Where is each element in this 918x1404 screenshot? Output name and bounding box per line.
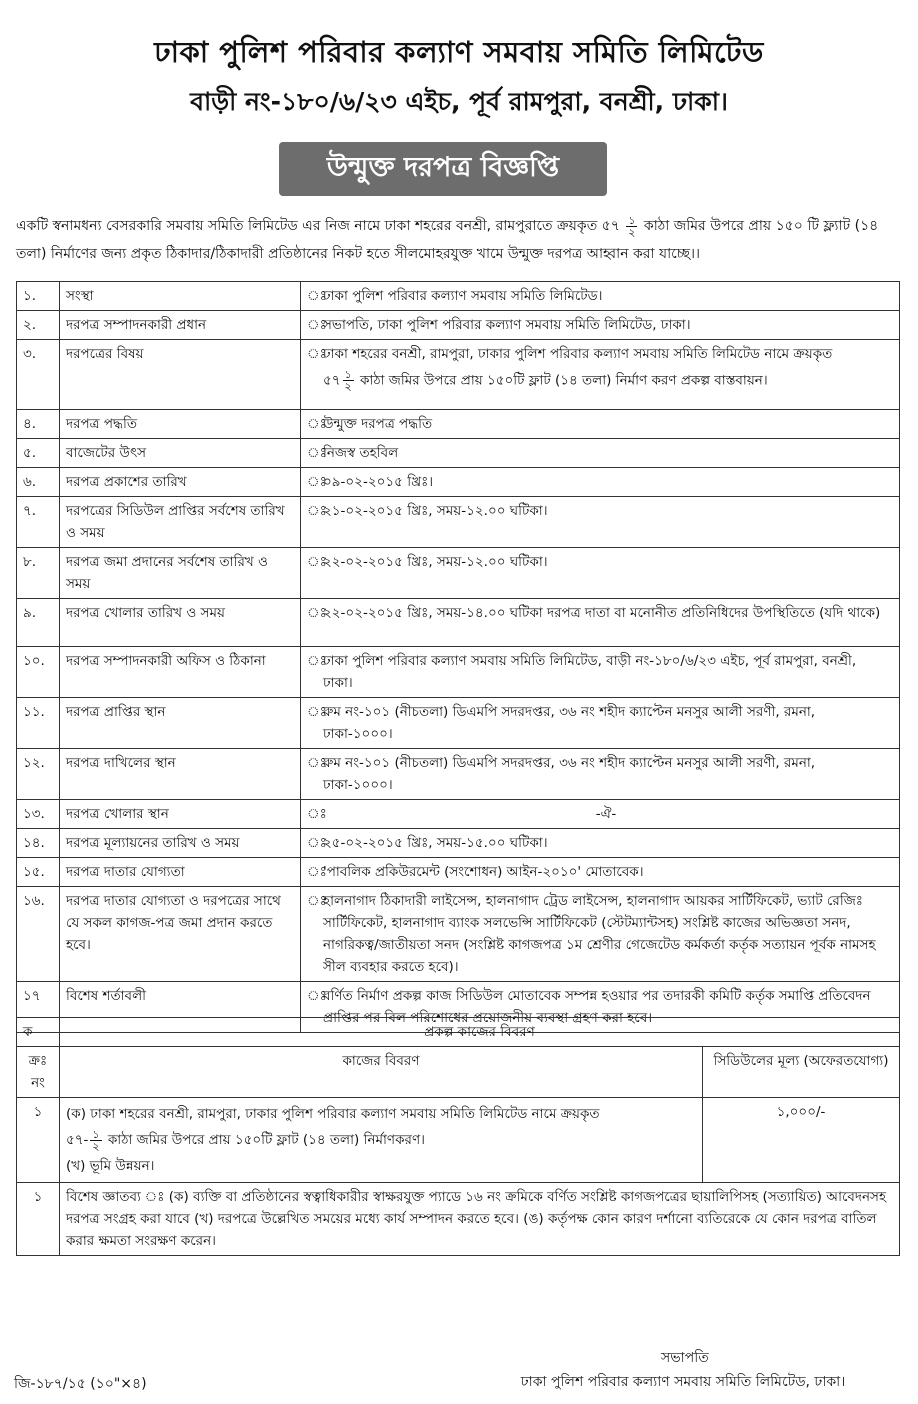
detail-row-number: ১. [17,282,60,311]
detail-row [17,282,900,311]
works-item-desc [60,1098,703,1183]
works-section-row [17,1018,900,1047]
detail-row [17,800,900,829]
detail-row-value-text: নিজস্ব তহবিল [323,445,399,461]
works-note-no: ১ [17,1183,60,1256]
detail-row-number: ৩. [17,340,60,410]
detail-row-value [301,497,900,548]
detail-row-value [301,599,900,647]
detail-row-value-text: ২৫-০২-২০১৫ খ্রিঃ, সময়-১৫.০০ ঘটিকা। [323,835,548,851]
detail-row-value [301,800,900,829]
detail-row-value-text: ০৯-০২-২০১৫ খ্রিঃ। [323,474,434,490]
works-section-title: প্রকল্প কাজের বিবরণ [60,1018,900,1047]
detail-row-value [301,749,900,800]
intro-paragraph [16,212,898,268]
detail-value-pre: ৫৭ [323,372,341,389]
fraction-numerator: ১ [628,213,636,227]
signature-organization: ঢাকা পুলিশ পরিবার কল্যাণ সমবায় সমিতি লিমিটেড, ঢাকা। [520,1374,846,1390]
detail-row-label: দরপত্র সম্পাদনকারী প্রধান [60,311,301,340]
detail-row-colon: ঃ [307,416,327,432]
detail-row-value-text: হালনাগাদ ঠিকাদারী লাইসেন্স, হালনাগাদ ট্রেড লাইসেন্স, হালনাগাদ আয়কর সার্টিফিকেট, ভ্যাট রেজিঃ সার্টিফিকেট, হালনাগাদ ব্যাংক সলভেন্সি সার্টিফিকেট (স্টেটম্যান্টসহ) সংশ্লিষ্ট কাজের অভিজ্ঞতা সনদ, নাগরিকত্ব/জাতীয়তা সনদ (সংশ্লিষ্ট কাগজপত্র ১ম শ্রেণীর গেজেটেড কর্মকর্তা কর্তৃক সত্যায়ন পূর্বক নামসহ সীল ব্যবহার করতে হবে)। [323,893,876,975]
intro-text-start: একটি স্বনামধন্য বেসরকারি সমবায় সমিতি লিমিটেড এর নিজ নামে ঢাকা শহরের বনশ্রী, রামপুরাতে ক্রয়কৃত ৫৭ [16,218,620,234]
detail-row-value-text: রুম নং-১০১ (নীচতলা) ডিএমপি সদরদপ্তর, ৩৬ নং শহীদ ক্যাপ্টেন মনসুর আলী সরণী, রমনা, ঢাকা-১০০০। [323,755,816,793]
works-table [16,1017,900,1256]
organization-address: বাড়ী নং-১৮০/৬/২৩ এইচ, পূর্ব রামপুরা, বনশ্রী, ঢাকা। [190,87,728,116]
detail-row-colon: ঃ [307,988,327,1004]
detail-row-value [301,340,900,410]
detail-row [17,749,900,800]
detail-row-colon: ঃ [307,445,327,461]
works-item-line-3: (খ) ভূমি উন্নয়ন। [66,1158,155,1174]
reference-code: জি-১৮৭/১৫ (১০"×৪) [14,1376,147,1392]
detail-row-value-line-1: ঢাকা শহরের বনশ্রী, রামপুরা, ঢাকার পুলিশ পরিবার কল্যাণ সমবায় সমিতি লিমিটেড নামে ক্রয়কৃত [323,346,833,362]
detail-row [17,858,900,887]
detail-row-value [301,311,900,340]
detail-row-label: বাজেটের উৎস [60,439,301,468]
detail-row-label: দরপত্র মূল্যায়নের তারিখ ও সময় [60,829,301,858]
detail-row-number: ১০. [17,647,60,698]
intro-text-end: কাঠা জমির উপরে প্রায় ১৫০ টি ফ্ল্যাট (১৪ তলা) নির্মাণের জন্য প্রকৃত ঠিকাদার/ঠিকাদারী প্রতিষ্ঠানের নিকট হতে সীলমোহরযুক্ত খামে উন্মুক্ত দরপত্র আহ্বান করা যাচ্ছে।। [16,218,879,262]
detail-row-colon: ঃ [307,605,327,621]
detail-row-number: ১৬. [17,887,60,982]
detail-row [17,468,900,497]
detail-row-value-text: 'পাবলিক প্রকিউরমেন্ট (সংশোধন) আইন-২০১০' মোতাবেক। [323,864,644,880]
detail-row-number: ১৩. [17,800,60,829]
detail-row-value-text: ঢাকা পুলিশ পরিবার কল্যাণ সমবায় সমিতি লিমিটেড, বাড়ী নং-১৮০/৬/২৩ এইচ, পূর্ব রামপুরা, বনশ্রী, ঢাকা। [323,653,857,691]
detail-value-post: কাঠা জমির উপরে প্রায় ১৫০টি ফ্লাট (১৪ তলা) নির্মাণ করণ প্রকল্প বাস্তবায়ন। [359,372,768,389]
detail-row-label: দরপত্র দাতার যোগ্যতা [60,858,301,887]
detail-row-value-text: ঢাকা পুলিশ পরিবার কল্যাণ সমবায় সমিতি লিমিটেড। [323,288,603,304]
works-head-desc: কাজের বিবরণ [60,1047,703,1098]
detail-row-colon: ঃ [307,704,327,720]
detail-row [17,311,900,340]
works-item-line-1: (ক) ঢাকা শহরের বনশ্রী, রামপুরা, ঢাকার পুলিশ পরিবার কল্যাণ সমবায় সমিতি লিমিটেড নামে ক্রয়কৃত [66,1106,600,1122]
detail-row [17,887,900,982]
works-fraction-denominator: ২ [92,1139,100,1153]
works-item-line-2-pre: ৫৭- [66,1132,89,1148]
detail-row-colon: ঃ [307,503,327,519]
detail-row-value [301,858,900,887]
intro-fraction [626,215,637,238]
detail-row [17,829,900,858]
detail-row [17,599,900,647]
detail-row-label: দরপত্র সম্পাদনকারী অফিস ও ঠিকানা [60,647,301,698]
detail-row-value [301,647,900,698]
detail-row-colon: ঃ [307,864,327,880]
detail-row-number: ১৫. [17,858,60,887]
detail-row-value [301,887,900,982]
fraction-denominator: ২ [628,225,636,239]
detail-row-label: দরপত্র দাতার যোগ্যতা ও দরপত্রের সাথে যে সকল কাগজ-পত্র জমা প্রদান করতে হবে। [60,887,301,982]
detail-row [17,439,900,468]
detail-row-number: ৫. [17,439,60,468]
works-item-no: ১ [17,1098,60,1183]
detail-row-colon: ঃ [307,806,327,822]
detail-row-number: ৪. [17,410,60,439]
works-fraction-numerator: ১ [92,1127,100,1141]
detail-row-value-text: ২২-০২-২০১৫ খ্রিঃ, সময়-১৪.০০ ঘটিকা দরপত্র দাতা বা মনোনীত প্রতিনিধিদের উপস্থিতিতে (যদি থাকে) [323,605,881,621]
detail-row-value-text: বর্ণিত নির্মাণ প্রকল্প কাজ সিডিউল মোতাবেক সম্পন্ন হওয়ার পর তদারকী কমিটি কর্তৃক সমাপ্তি প্রতিবেদন প্রাপ্তির পর বিল পরিশোধের প্রয়োজনীয় ব্যবস্থা গ্রহণ করা হবে। [323,988,871,1026]
detail-row-number: ২. [17,311,60,340]
detail-row-label: দরপত্র খোলার স্থান [60,800,301,829]
detail-row-value [301,468,900,497]
works-item-price: ১,০০০/- [703,1098,900,1183]
detail-row-colon: ঃ [307,835,327,851]
works-item-line-2 [66,1127,696,1153]
detail-row-value [301,439,900,468]
detail-row-value-text: ২২-০২-২০১৫ খ্রিঃ, সময়-১২.০০ ঘটিকা। [323,554,548,570]
detail-fraction [343,369,354,392]
detail-row-colon: ঃ [307,755,327,771]
detail-row-colon: ঃ [307,288,327,304]
detail-row [17,548,900,599]
detail-row-label: দরপত্র দাখিলের স্থান [60,749,301,800]
works-note-text: বিশেষ জ্ঞাতব্য ঃ (ক) ব্যক্তি বা প্রতিষ্ঠানের স্বত্বাধিকারীর স্বাক্ষরযুক্ত প্যাডে ১৬ নং ক্রমিকে বর্ণিত সংশ্লিষ্ট কাগজপত্রের ছায়ালিপিসহ (সত্যায়িত) আবেদনসহ দরপত্র সংগ্রহ করা যাবে (খ) দরপত্রে উল্লেখিত সময়ের মধ্যে কার্য সম্পাদন করতে হবে। (ঙ) কর্তৃপক্ষ কোন কারণ দর্শানো ব্যতিরেকে যে কোন দরপত্র বাতিল করার ক্ষমতা সংরক্ষণ করেন। [60,1183,900,1256]
detail-row-label: বিশেষ শর্তাবলী [60,982,301,1033]
detail-row-colon: ঃ [307,554,327,570]
detail-row-value [301,548,900,599]
detail-row-label: দরপত্র পদ্ধতি [60,410,301,439]
detail-row-colon: ঃ [307,317,327,333]
detail-row-colon: ঃ [307,653,327,669]
works-item-line-2-post: কাঠা জমির উপরে প্রায় ১৫০টি ফ্লাট (১৪ তলা) নির্মাণকরণ। [107,1132,425,1148]
organization-title: ঢাকা পুলিশ পরিবার কল্যাণ সমবায় সমিতি লিমিটেড [154,35,764,69]
detail-row-number: ৬. [17,468,60,497]
detail-row-number: ১১. [17,698,60,749]
detail-row-value-line-2 [323,369,889,392]
detail-row-value-text: উন্মুক্ত দরপত্র পদ্ধতি [323,416,433,432]
works-header-row [17,1047,900,1098]
detail-row-value [301,698,900,749]
detail-row-colon: ঃ [307,346,327,362]
detail-row-colon: ঃ [307,893,327,909]
works-item-row [17,1098,900,1183]
detail-row-colon: ঃ [307,474,327,490]
works-item-fraction [90,1129,101,1152]
detail-row-value [301,282,900,311]
detail-row-label: দরপত্র খোলার তারিখ ও সময় [60,599,301,647]
detail-row [17,410,900,439]
works-head-no: ক্রঃ নং [17,1047,60,1098]
detail-fraction-numerator: ১ [344,368,352,381]
detail-row-number: ৮. [17,548,60,599]
detail-row-number: ১৪. [17,829,60,858]
signature-block [478,1346,888,1394]
tender-details-table [16,281,900,1033]
detail-row [17,340,900,410]
works-head-price: সিডিউলের মূল্য (অফেরতযোগ্য) [703,1047,900,1098]
detail-row-number: ৭. [17,497,60,548]
works-note-row [17,1183,900,1256]
works-section-no: ক [17,1018,60,1047]
detail-row-label: দরপত্রের সিডিউল প্রাপ্তির সর্বশেষ তারিখ ও সময় [60,497,301,548]
detail-row-label: দরপত্র প্রাপ্তির স্থান [60,698,301,749]
notice-banner: উন্মুক্ত দরপত্র বিজ্ঞপ্তি [279,142,607,196]
detail-row-number: ৯. [17,599,60,647]
detail-row-value-text: সভাপতি, ঢাকা পুলিশ পরিবার কল্যাণ সমবায় সমিতি লিমিটেড, ঢাকা। [323,317,691,333]
detail-row-value-text: ২১-০২-২০১৫ খ্রিঃ, সময়-১২.০০ ঘটিকা। [323,503,548,519]
detail-row [17,497,900,548]
detail-row-label: সংস্থা [60,282,301,311]
detail-row [17,698,900,749]
detail-row [17,647,900,698]
detail-row-label: দরপত্রের বিষয় [60,340,301,410]
detail-fraction-denominator: ২ [344,380,352,393]
detail-row-label: দরপত্র প্রকাশের তারিখ [60,468,301,497]
detail-row-value-text: রুম নং-১০১ (নীচতলা) ডিএমপি সদরদপ্তর, ৩৬ নং শহীদ ক্যাপ্টেন মনসুর আলী সরণী, রমনা, ঢাকা-১০০০। [323,704,816,742]
detail-row-value-text [323,343,889,392]
detail-row-value [301,410,900,439]
signature-title: সভাপতি [661,1350,709,1366]
detail-row-value [301,829,900,858]
detail-row-label: দরপত্র জমা প্রদানের সর্বশেষ তারিখ ও সময় [60,548,301,599]
detail-row-number: ১৭ [17,982,60,1033]
detail-row-number: ১২. [17,749,60,800]
detail-row-value-text: -ঐ- [595,806,617,822]
